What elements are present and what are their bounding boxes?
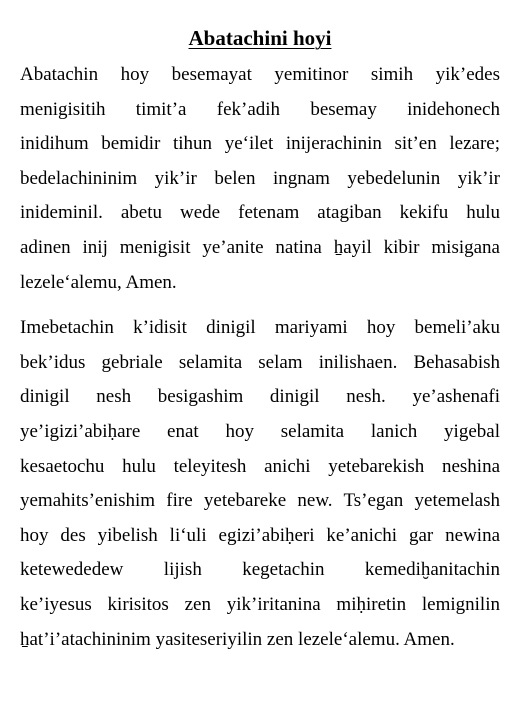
text-line: adinen inij menigisit ye’anite natina ẖayil kibir misigana	[20, 236, 500, 258]
text-line: kesaetochu hulu teleyitesh anichi yetebarekish neshina	[20, 455, 500, 477]
text-line: inideminil. abetu wede fetenam atagiban kekifu hulu	[20, 202, 500, 224]
text-line: lezele‘alemu, Amen.	[20, 271, 177, 293]
text-line: yemahits’enishim fire yetebareke new. Ts’egan yetemelash	[20, 490, 500, 512]
text-line: ẖat’i’atachininim yasiteseriyilin zen lezele‘alemu. Amen.	[20, 628, 455, 650]
text-line: ye’igizi’abiḥare enat hoy selamita lanich yigebal	[20, 420, 500, 442]
text-line: inidihum bemidir tihun ye‘ilet inijerachinin sit’en lezare;	[20, 133, 500, 155]
text-line: menigisitih timit’a fek’adih besemay inidehonech	[20, 98, 500, 120]
page-title: Abatachini hoyi	[188, 26, 332, 50]
document-page	[20, 24, 500, 657]
text-line: ke’iyesus kirisitos zen yik’iritanina miḥiretin lemignilin	[20, 593, 500, 615]
prayer-paragraph-1	[20, 58, 500, 300]
text-line: hoy des yibelish li‘uli egizi’abiḥeri ke’anichi gar newina	[20, 524, 500, 546]
text-line: bedelachininim yik’ir belen ingnam yebedelunin yik’ir	[20, 167, 500, 189]
text-line: bek’idus gebriale selamita selam inilishaen. Behasabish	[20, 351, 500, 373]
text-line: Imebetachin k’idisit dinigil mariyami hoy bemeli’aku	[20, 317, 500, 339]
prayer-paragraph-2	[20, 311, 500, 657]
text-line: ketewededew lijish kegetachin kemediḫanitachin	[20, 559, 500, 581]
text-line: dinigil nesh besigashim dinigil nesh. ye’ashenafi	[20, 386, 500, 408]
text-line: Abatachin hoy besemayat yemitinor simih yik’edes	[20, 64, 500, 85]
